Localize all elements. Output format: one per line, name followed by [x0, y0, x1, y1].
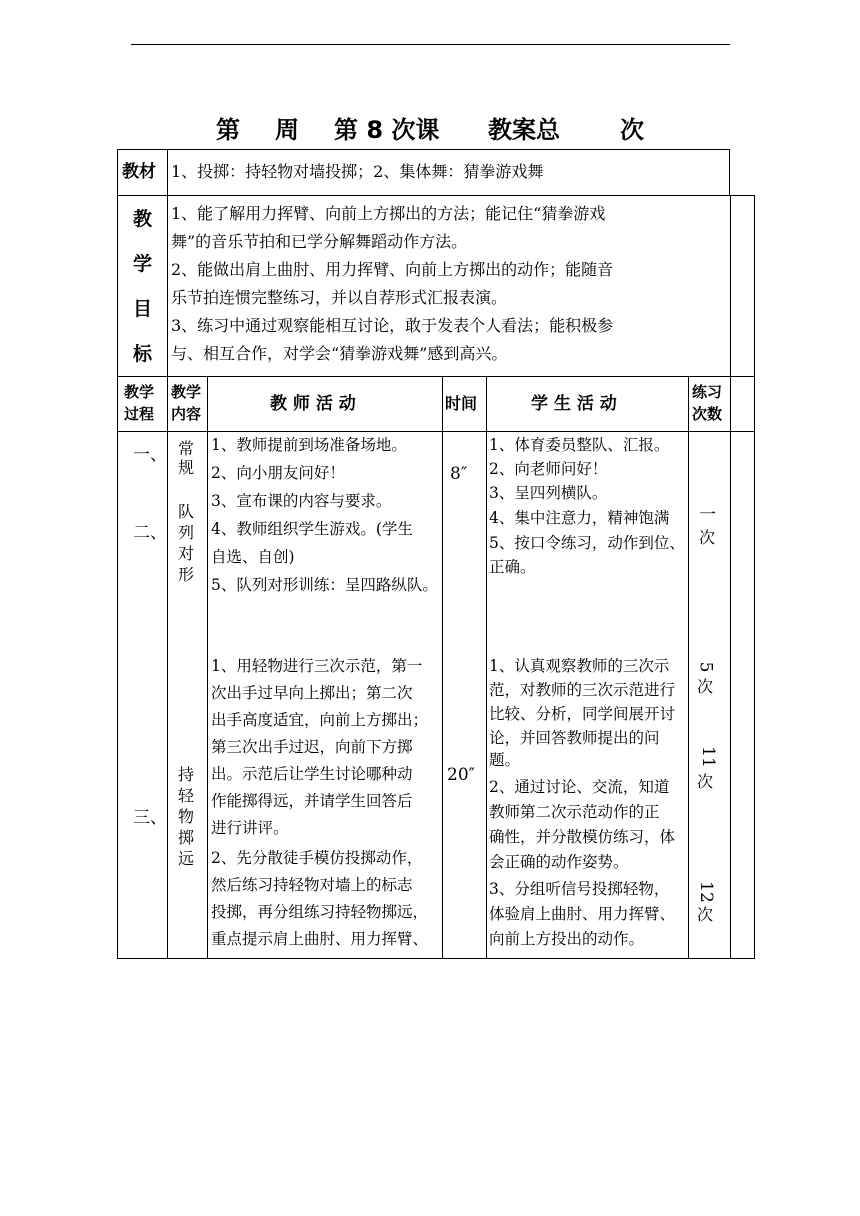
- title-plan-total: 教案总: [488, 116, 560, 144]
- teacher-activity-line: 第三次出手过迟，向前下方掷: [211, 738, 413, 756]
- content-char: 队: [178, 502, 195, 521]
- teacher-activity-line: 1、用轻物进行三次示范，第一: [211, 657, 423, 675]
- title-week-prefix: 第: [216, 116, 240, 144]
- header-teacher: 教 师 活 动: [270, 394, 356, 414]
- col-divider: [688, 376, 689, 959]
- step-label: 三、: [133, 808, 167, 828]
- teacher-activity-line: 1、教师提前到场准备场地。: [211, 436, 407, 454]
- header-count: 练习: [692, 383, 723, 401]
- student-activity-line: 确性，并分散模仿练习，体: [489, 828, 676, 846]
- header-bottom-line: [117, 431, 755, 432]
- content-char: 对: [178, 544, 195, 563]
- material-label: 教材: [122, 162, 156, 182]
- teacher-activity-line: 重点提示肩上曲肘、用力挥臂、: [211, 930, 429, 948]
- content-char: 形: [178, 565, 195, 584]
- teacher-activity-line: 4、教师组织学生游戏。(学生: [211, 520, 413, 538]
- step-label: 二、: [133, 523, 167, 543]
- count-number: 11: [697, 746, 718, 768]
- count-unit: 次: [697, 677, 714, 696]
- student-activity-line: 题。: [489, 751, 521, 769]
- count-number: 5: [695, 661, 716, 673]
- time-value: 8″: [450, 464, 468, 484]
- student-activity-line: 1、体育委员整队、汇报。: [489, 436, 670, 454]
- material-divider: [167, 149, 168, 196]
- title-week-suffix: 周: [275, 116, 299, 144]
- student-activity-line: 体验肩上曲肘、用力挥臂、: [489, 905, 676, 923]
- title-count-suffix: 次: [620, 116, 644, 144]
- student-activity-line: 范，对教师的三次示范进行: [489, 681, 676, 699]
- student-activity-line: 2、向老师问好！: [489, 460, 608, 478]
- teacher-activity-line: 出。示范后让学生讨论哪种动: [211, 765, 413, 783]
- content-char: 常: [178, 439, 195, 458]
- header-content: 教学: [171, 383, 202, 401]
- objective-line: 2、能做出肩上曲肘、用力挥臂、向前上方掷出的动作；能随音: [171, 260, 614, 279]
- count-char: 次: [699, 528, 716, 547]
- page-title: [0, 110, 860, 146]
- header-content: 内容: [171, 405, 202, 423]
- header-time: 时间: [445, 394, 478, 413]
- objective-line: 1、能了解用力挥臂、向前上方掷出的方法；能记住“猜拳游戏: [171, 204, 606, 223]
- objectives-divider: [167, 195, 168, 377]
- header-process: 教学: [124, 383, 155, 401]
- count-char: 一: [699, 505, 716, 525]
- objective-line: 舞”的音乐节拍和已学分解舞蹈动作方法。: [171, 232, 468, 251]
- teacher-activity-line: 次出手过早向上掷出；第二次: [211, 684, 413, 702]
- count-unit: 次: [697, 772, 714, 791]
- col-divider: [486, 376, 487, 959]
- teacher-activity-line: 出手高度适宜，向前上方掷出；: [211, 711, 429, 729]
- objective-line: 3、练习中通过观察能相互讨论，敢于发表个人看法；能积极参: [171, 316, 614, 335]
- teacher-activity-line: 进行讲评。: [211, 819, 289, 837]
- student-activity-line: 正确。: [489, 558, 536, 576]
- header-process: 过程: [124, 405, 155, 423]
- teacher-activity-line: 2、向小朋友问好！: [211, 464, 345, 482]
- col-divider: [207, 376, 208, 959]
- student-activity-line: 比较、分析，同学间展开讨: [489, 705, 676, 723]
- teacher-activity-line: 然后练习持轻物对墙上的标志: [211, 876, 413, 894]
- header-rule: [131, 44, 730, 45]
- teacher-activity-line: 5、队列对形训练：呈四路纵队。: [211, 576, 438, 594]
- student-activity-line: 5、按口令练习，动作到位、: [489, 534, 685, 552]
- objective-line: 与、相互合作，对学会“猜拳游戏舞”感到高兴。: [171, 344, 508, 363]
- student-activity-line: 向前上方投出的动作。: [489, 930, 645, 948]
- count-number: 12: [695, 881, 716, 903]
- objectives-right-divider: [730, 195, 731, 377]
- student-activity-line: 3、呈四列横队。: [489, 484, 608, 502]
- material-content: 1、投掷：持轻物对墙投掷；2、集体舞：猜拳游戏舞: [171, 162, 544, 181]
- content-char: 远: [178, 849, 195, 868]
- student-activity-line: 论，并回答教师提出的问: [489, 729, 660, 747]
- step-label: 一、: [133, 445, 167, 465]
- teacher-activity-line: 投掷，再分组练习持轻物掷远，: [211, 903, 429, 921]
- count-unit: 次: [697, 905, 714, 924]
- teacher-activity-line: 2、先分散徒手模仿投掷动作，: [211, 849, 423, 867]
- student-activity-line: 教师第二次示范动作的正: [489, 803, 660, 821]
- content-char: 轻: [178, 786, 195, 805]
- objective-line: 乐节拍连惯完整练习，并以自荐形式汇报表演。: [171, 288, 508, 307]
- time-value: 20″: [447, 765, 475, 785]
- student-activity-line: 3、分组听信号投掷轻物，: [489, 880, 670, 898]
- student-activity-line: 4、集中注意力，精神饱满: [489, 509, 670, 527]
- content-char: 列: [178, 523, 195, 542]
- objectives-label-char: 目: [133, 298, 153, 320]
- title-lesson: 第 8 次课: [334, 116, 440, 144]
- objectives-label-char: 教: [133, 208, 153, 230]
- teacher-activity-line: 3、宣布课的内容与要求。: [211, 492, 392, 510]
- student-activity-line: 会正确的动作姿势。: [489, 853, 629, 871]
- col-divider: [442, 376, 443, 959]
- student-activity-line: 2、通过讨论、交流，知道: [489, 778, 670, 796]
- content-char: 掷: [178, 828, 195, 847]
- student-activity-line: 1、认真观察教师的三次示: [489, 657, 670, 675]
- content-char: 物: [178, 807, 195, 826]
- content-char: 持: [178, 765, 195, 784]
- teacher-activity-line: 自选、自创): [211, 548, 295, 566]
- col-divider: [167, 376, 168, 959]
- objectives-label-char: 学: [133, 253, 153, 275]
- header-count: 次数: [692, 405, 723, 423]
- header-student: 学 生 活 动: [531, 394, 617, 414]
- col-divider: [730, 376, 731, 959]
- objectives-label-char: 标: [133, 343, 153, 365]
- content-char: 规: [178, 458, 195, 477]
- teacher-activity-line: 作能掷得远，并请学生回答后: [211, 792, 413, 810]
